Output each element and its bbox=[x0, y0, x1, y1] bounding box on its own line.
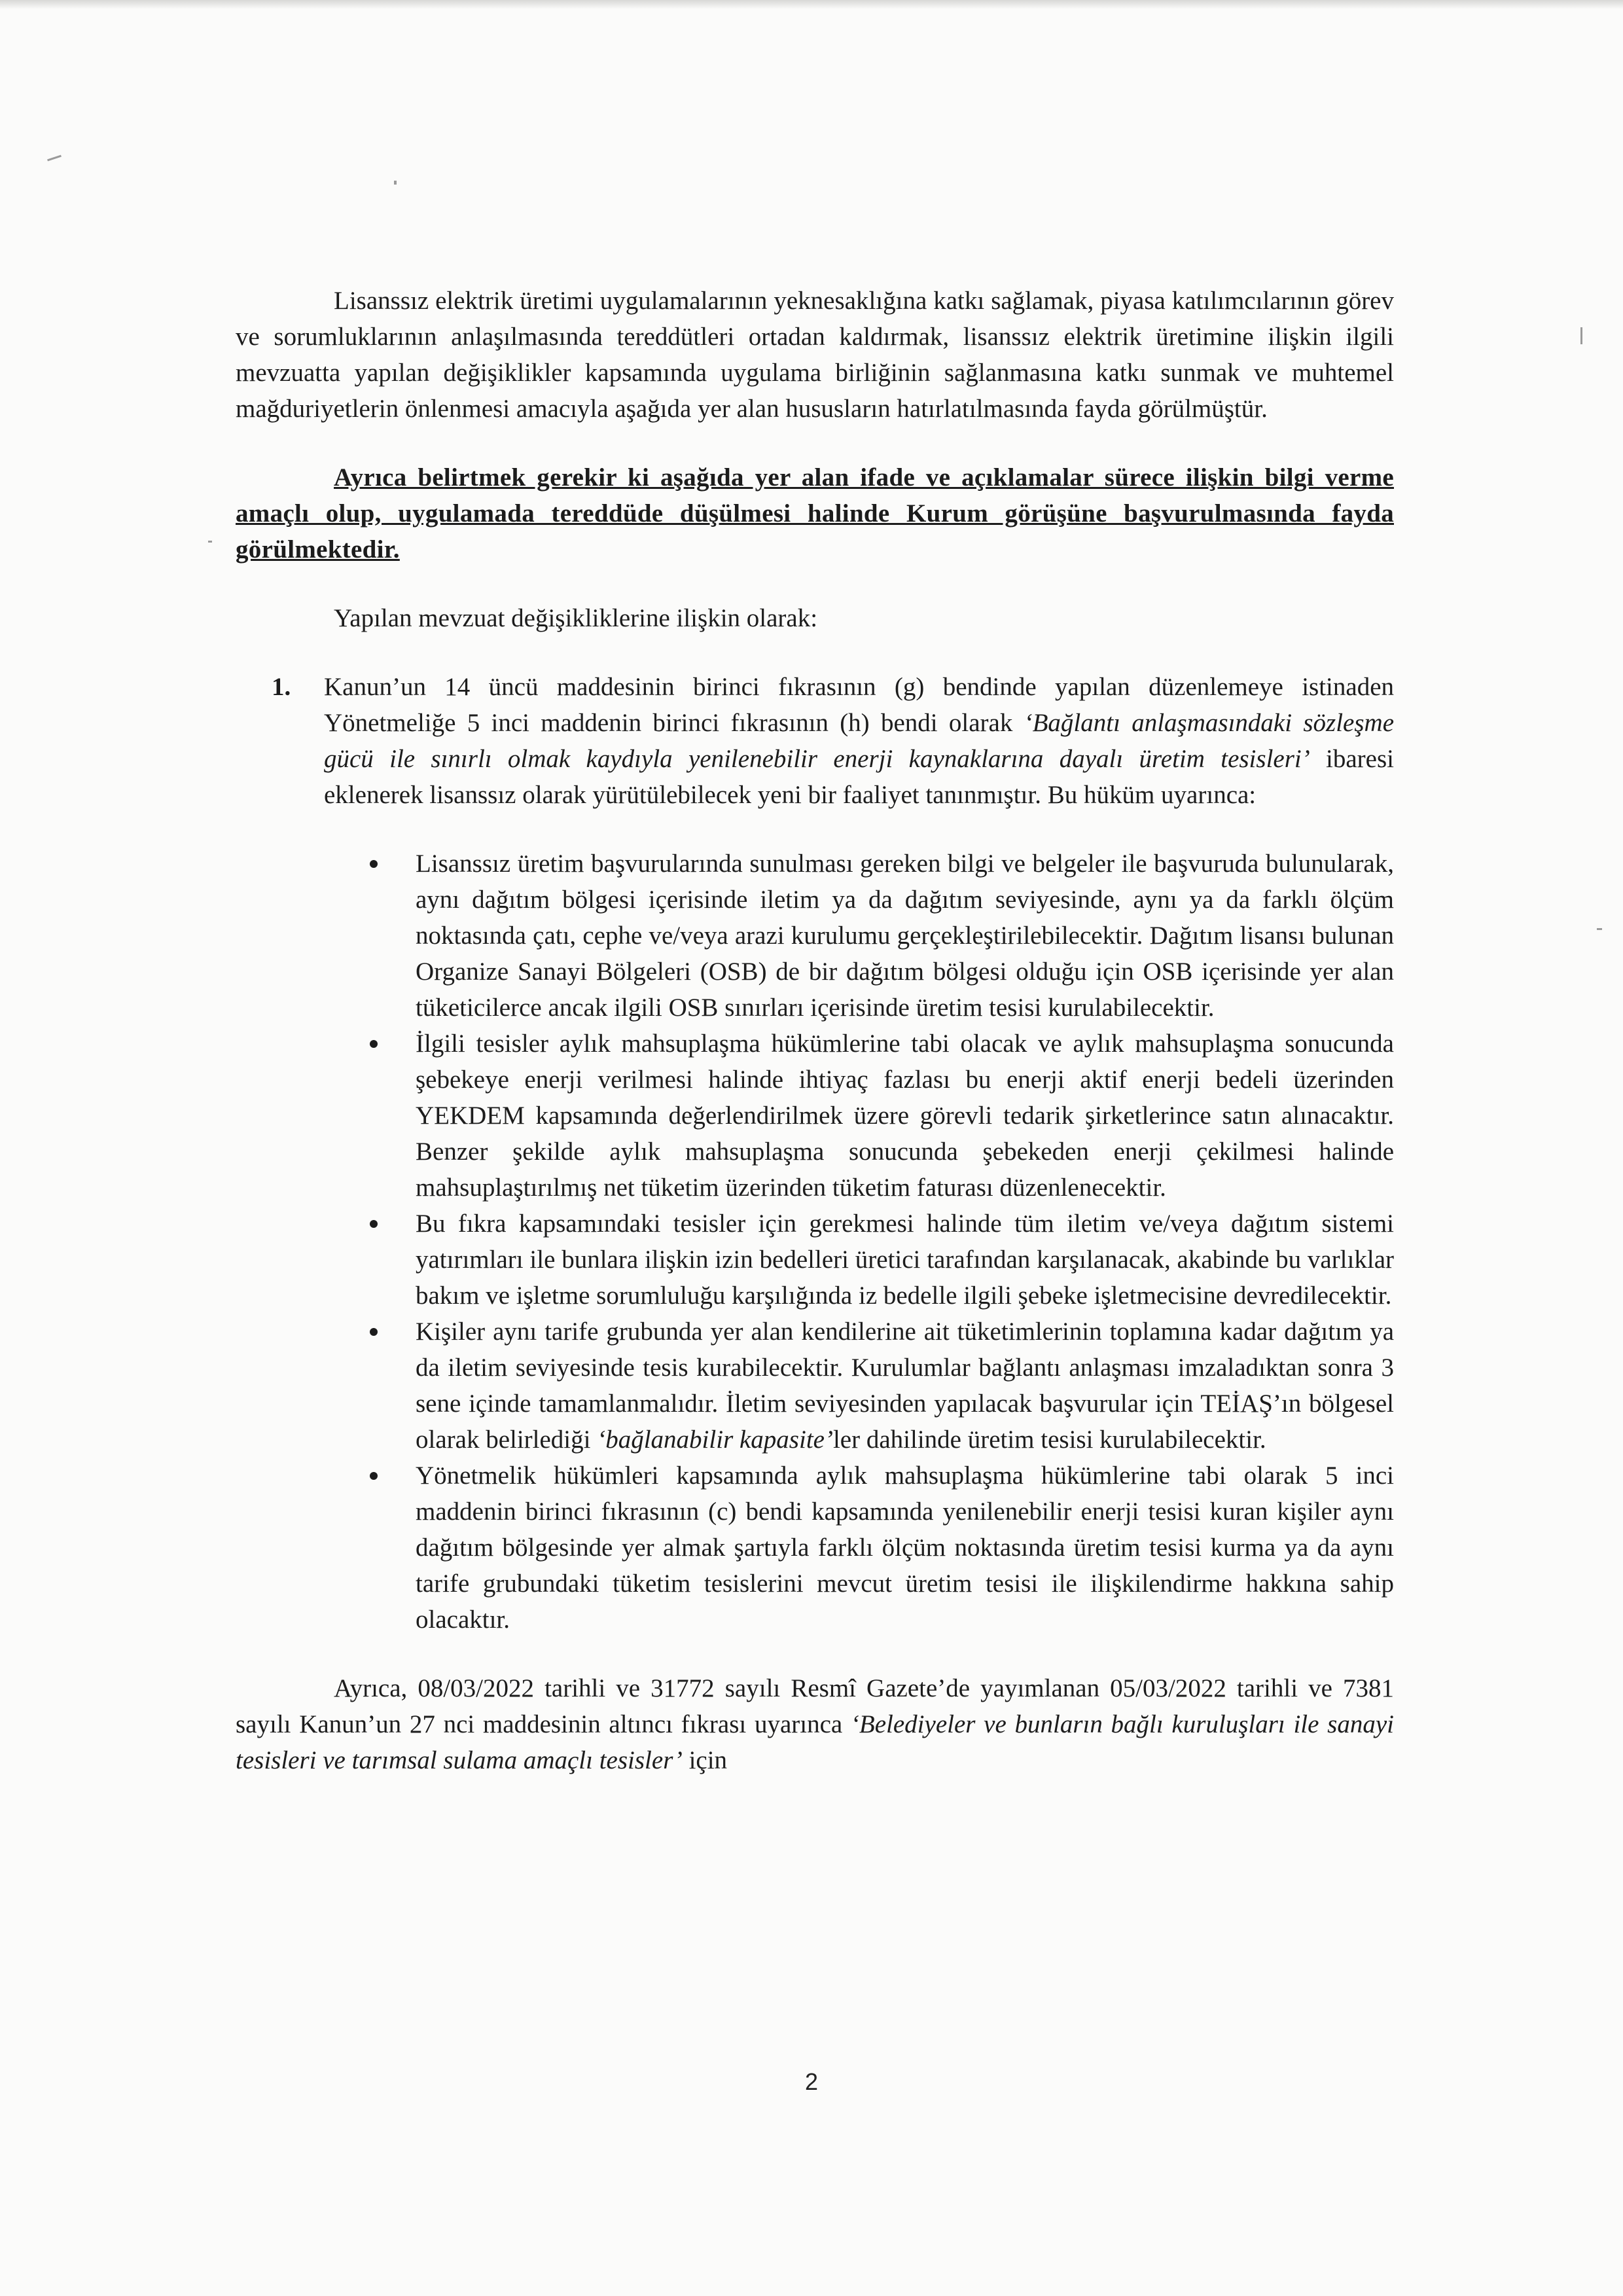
bullet-text: İlgili tesisler aylık mahsuplaşma hükümlerine tabi olacak ve aylık mahsuplaşma sonucunda şebekeye enerji verilmesi halinde ihtiyaç fazlası bu enerji aktif enerji bedeli üzerinden YEKDEM kapsamında değerlendirilmek üzere görevli tedarik şirketlerince satın alınacaktır. Benzer şekilde aylık mahsuplaşma sonucunda şebekeden enerji çekilmesi halinde mahsuplaştırılmış net tüketim üzerinden tüketim faturası düzenlenecektir. bbox=[416, 1030, 1394, 1202]
list-item bbox=[416, 1206, 1394, 1314]
closing-text-end: için bbox=[682, 1746, 728, 1774]
scan-speck bbox=[1580, 327, 1582, 344]
closing-paragraph bbox=[236, 1670, 1394, 1778]
list-item bbox=[416, 1314, 1394, 1458]
document-body bbox=[236, 283, 1394, 1778]
bullet-dot-icon bbox=[370, 860, 378, 868]
bold-notice-paragraph: Ayrıca belirtmek gerekir ki aşağıda yer alan ifade ve açıklamalar sürece ilişkin bilgi verme amaçlı olup, uygulamada tereddüde düşülmesi halinde Kurum görüşüne başvurulmasında fayda görülmektedir. bbox=[236, 463, 1394, 564]
list-item bbox=[416, 1458, 1394, 1638]
bullet-text: Lisanssız üretim başvurularında sunulması gereken bilgi ve belgeler ile başvuruda bulunularak, aynı dağıtım bölgesi içerisinde iletim ya da dağıtım seviyesinde, aynı ya da farklı ölçüm noktasında çatı, cephe ve/veya arazi kurulumu gerçekleştirilebilecektir. Dağıtım lisansı bulunan Organize Sanayi Bölgeleri (OSB) de bir dağıtım bölgesi olduğu için OSB içerisinde yer alan tüketicilerce ancak ilgili OSB sınırları içerisinde üretim tesisi kurulabilecektir. bbox=[416, 850, 1394, 1022]
amendments-intro-line: Yapılan mevzuat değişikliklerine ilişkin olarak: bbox=[334, 604, 818, 632]
page-number: 2 bbox=[804, 2068, 819, 2095]
bullet-dot-icon bbox=[370, 1220, 378, 1228]
bullet-text: Bu fıkra kapsamındaki tesisler için gerekmesi halinde tüm iletim ve/veya dağıtım sistemi yatırımları ile bunlara ilişkin izin bedelleri üretici tarafından karşılanacak, akabinde bu varlıklar bakım ve işletme sorumluluğu karşılığında iz bedelle ilgili şebeke işletmecisine devredilecektir. bbox=[416, 1210, 1394, 1310]
scan-speck bbox=[47, 155, 62, 162]
item-1-text bbox=[324, 669, 1394, 813]
closing-italic-term: ‘Belediyeler ve bunların bağlı kuruluşları ile sanayi tesisleri ve tarımsal sulama amaçlı tesisler’ bbox=[236, 1710, 1394, 1774]
bullet-text: Yönetmelik hükümleri kapsamında aylık mahsuplaşma hükümlerine tabi olarak 5 inci maddenin birinci fıkrasının (c) bendi kapsamında yenilenebilir enerji tesisi kuran kişiler aynı dağıtım bölgesinde yer almak şartıyla farklı ölçüm noktasında üretim tesisi kurma ya da aynı tarife grubundaki tüketim tesislerini mevcut üretim tesisi ile ilişkilendirme hakkına sahip olacaktır. bbox=[416, 1462, 1394, 1634]
bullet-dot-icon bbox=[370, 1328, 378, 1336]
list-item bbox=[416, 1026, 1394, 1206]
scan-speck bbox=[1597, 928, 1602, 930]
item-1-text-start: Kanun’un 14 üncü maddesinin birinci fıkrasının (g) bendinde yapılan düzenlemeye istinaden Yönetmeliğe 5 inci maddenin birinci fıkrasının (h) bendi olarak bbox=[324, 673, 1394, 737]
bullet-text-start: Kişiler aynı tarife grubunda yer alan kendilerine ait tüketimlerinin toplamına kadar dağıtım ya da iletim seviyesinde tesis kurabilecektir. Kurulumlar bağlantı anlaşması imzaladıktan sonra 3 sene içinde tamamlanmalıdır. İletim seviyesinden yapılacak başvurular için TEİAŞ’ın bölgesel olarak belirlediği bbox=[416, 1318, 1394, 1454]
item-1-text-end: ibaresi eklenerek lisanssız olarak yürütülebilecek yeni bir faaliyet tanınmıştır. Bu hüküm uyarınca: bbox=[324, 745, 1394, 809]
bullet-dot-icon bbox=[370, 1472, 378, 1480]
list-item bbox=[416, 846, 1394, 1026]
closing-text-start: Ayrıca, 08/03/2022 tarihli ve 31772 sayılı Resmî Gazete’de yayımlanan 05/03/2022 tarihli ve 7381 sayılı Kanun’un 27 nci maddesinin altıncı fıkrası uyarınca bbox=[236, 1674, 1394, 1738]
intro-paragraph: Lisanssız elektrik üretimi uygulamalarının yeknesaklığına katkı sağlamak, piyasa katılımcılarının görev ve sorumluklarının anlaşılmasında tereddütleri ortadan kaldırmak, lisanssız elektrik üretimine ilişkin ilgili mevzuatta yapılan değişiklikler kapsamında uygulama birliğinin sağlanmasına katkı sunmak ve muhtemel mağduriyetlerin önlenmesi amacıyla aşağıda yer alan hususların hatırlatılmasında fayda görülmüştür. bbox=[236, 287, 1394, 423]
item-number: 1. bbox=[272, 673, 291, 701]
bullet-dot-icon bbox=[370, 1040, 378, 1048]
scan-speck bbox=[394, 181, 397, 185]
bullet-text-end: ler dahilinde üretim tesisi kurulabilecektir. bbox=[832, 1426, 1266, 1454]
item-1-quoted-term: ‘Bağlantı anlaşmasındaki sözleşme gücü ile sınırlı olmak kaydıyla yenilenebilir enerji kaynaklarına dayalı üretim tesisleri’ bbox=[324, 709, 1394, 773]
bullet-list bbox=[236, 846, 1394, 1638]
scan-edge-shadow bbox=[0, 0, 1623, 9]
numbered-item-1 bbox=[236, 669, 1394, 813]
scan-speck bbox=[208, 541, 212, 543]
bullet-italic-term: ‘bağlanabilir kapasite’ bbox=[597, 1426, 833, 1454]
